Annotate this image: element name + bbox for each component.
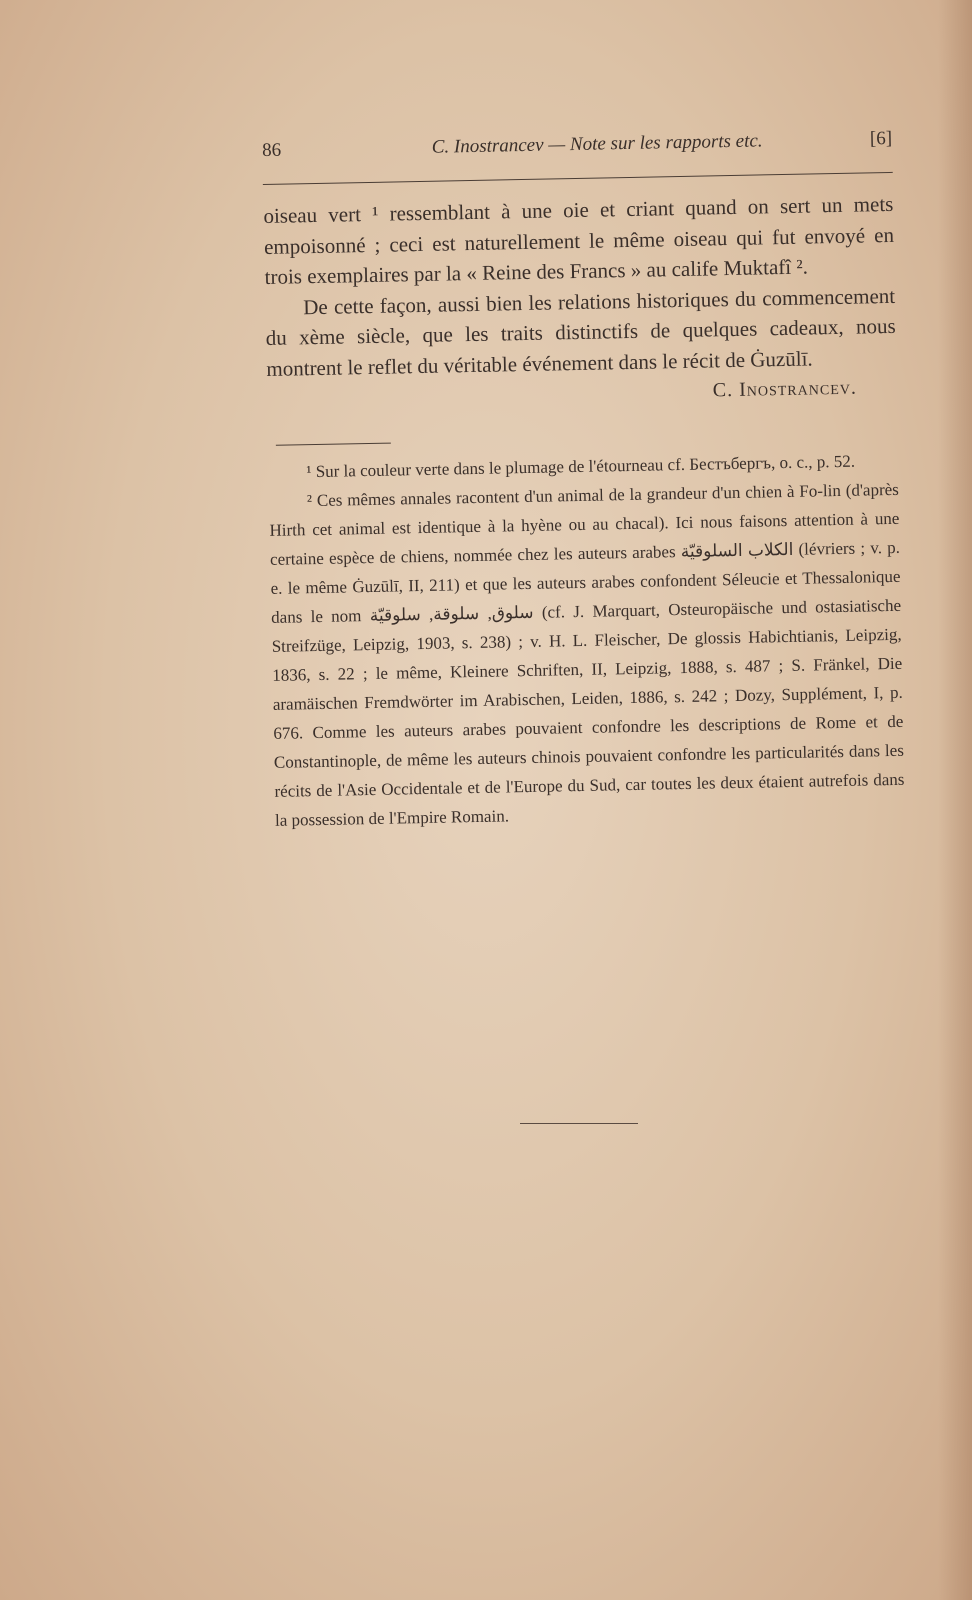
author-signature: C. Inostrancev. (712, 376, 858, 402)
end-rule (520, 1123, 638, 1124)
page-content (262, 128, 905, 835)
page-edge-shadow (938, 0, 972, 1600)
page-number: 86 (262, 139, 282, 161)
footnote-2: ² Ces mêmes annales racontent d'un animal de la grandeur d'un chien à Fo-lin (d'après Hirth cet animal est identique à la hyène ou au chacal). Ici nous faisons attention à une certaine espèce de chiens, nommée chez les auteurs arabes الكلاب السلوقيّة (lévriers ; v. p. e. le même Ġuzūlī, II, 211) et que les auteurs arabes confondent Séleucie et Thessalonique dans le nom سلوق, سلوقة, سلوقيّة (cf. J. Marquart, Osteuropäische und ostasiatische Streifzüge, Leipzig, 1903, s. 238) ; v. H. L. Fleischer, De glossis Habichtianis, Leipzig, 1836, s. 22 ; le même, Kleinere Schriften, II, Leipzig, 1888, s. 487 ; S. Fränkel, Die aramäischen Fremdwörter im Arabischen, Leiden, 1886, s. 242 ; Dozy, Supplément, I, p. 676. Comme les auteurs arabes pouvaient confondre les descriptions de Rome et de Constantinople, de même les auteurs chinois pouvaient confondre les particularités dans les récits de l'Asie Occidentale et de l'Europe du Sud, car toutes les deux étaient autrefois dans la possession de l'Empire Romain. (269, 479, 905, 830)
footnote-rule (276, 443, 391, 446)
body-paragraph-2: De cette façon, aussi bien les relations historiques du commencement du xème siècle, que les traits distinctifs de quelques cadeaux, nous montrent le reflet du véritable événement dans le récit de Ġuzūlī. (265, 283, 896, 381)
running-title: C. Inostrancev — Note sur les rapports etc. (431, 130, 763, 158)
bracket-page-number: [6] (869, 127, 893, 150)
footnote-1: ¹ Sur la couleur verte dans le plumage de l'étourneau cf. Бестъбергъ, o. c., p. 52. (306, 451, 856, 482)
body-paragraph-1: oiseau vert ¹ ressemblant à une oie et criant quand on sert un mets empoisonné ; ceci est naturellement le même oiseau qui fut envoyé en trois exemplaires par la « Reine des Francs » au calife Muktafî ². (263, 191, 895, 289)
